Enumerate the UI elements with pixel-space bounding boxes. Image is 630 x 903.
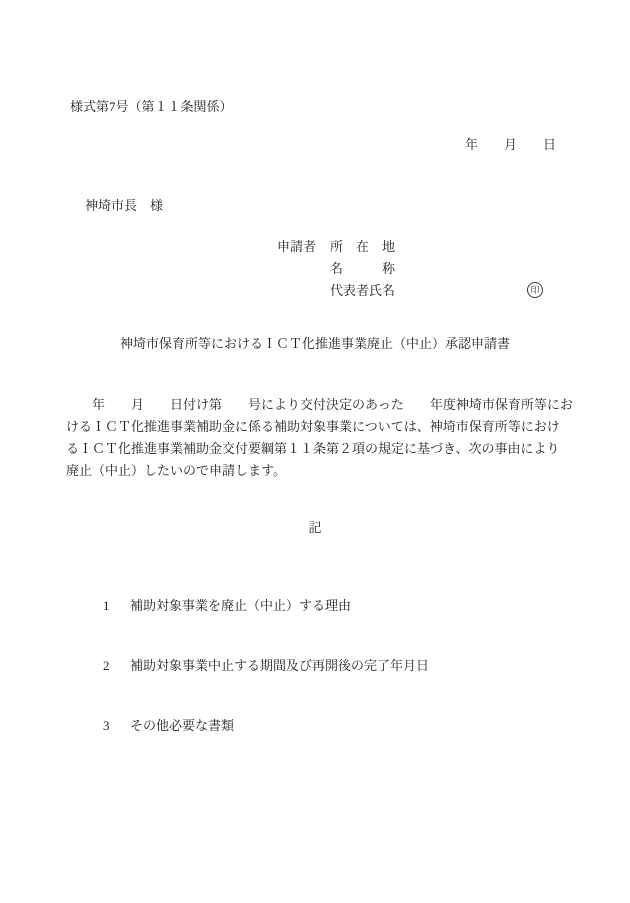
list-item-text: 補助対象事業を廃止（中止）する理由 bbox=[130, 598, 352, 613]
form-number: 様式第7号（第１１条関係） bbox=[70, 99, 233, 114]
list-item-number: 3 bbox=[103, 718, 110, 733]
applicant-representative-row bbox=[277, 280, 543, 302]
list-item-1 bbox=[66, 596, 564, 616]
body-paragraph bbox=[66, 394, 573, 482]
list-item-number: 2 bbox=[103, 658, 110, 673]
applicant-address-label: 所 在 地 bbox=[330, 239, 396, 254]
addressee-line: 神埼市長 様 bbox=[85, 198, 164, 213]
list-item-3 bbox=[66, 716, 564, 736]
applicant-name-row bbox=[277, 258, 543, 280]
document-title: 神埼市保育所等におけるＩＣＴ化推進事業廃止（中止）承認申請書 bbox=[119, 336, 510, 351]
body-line: けるＩＣＴ化推進事業補助金に係る補助対象事業については、神埼市保育所等におけ bbox=[66, 419, 560, 434]
body-line: 廃止（中止）したいので申請します。 bbox=[66, 463, 286, 478]
applicant-address-row bbox=[277, 236, 543, 258]
record-marker: 記 bbox=[308, 520, 322, 535]
applicant-prefix-label: 申請者 bbox=[277, 239, 317, 254]
applicant-block bbox=[277, 236, 543, 302]
list-item-text: 補助対象事業中止する期間及び再開後の完了年月日 bbox=[130, 658, 430, 673]
list-item-2 bbox=[66, 656, 564, 676]
list-item-number: 1 bbox=[103, 598, 110, 613]
date-fill-in-line: 年 月 日 bbox=[464, 137, 556, 152]
seal-icon: 印 bbox=[527, 282, 543, 298]
body-line: 年 月 日付け第 号により交付決定のあった 年度神埼市保育所等にお bbox=[66, 397, 573, 412]
body-line: るＩＣＴ化推進事業補助金交付要綱第１１条第２項の規定に基づき、次の事由により bbox=[66, 441, 560, 456]
list-item-text: その他必要な書類 bbox=[130, 718, 235, 733]
applicant-representative-label: 代表者氏名 bbox=[330, 283, 396, 298]
applicant-name-label: 名 称 bbox=[330, 261, 396, 276]
